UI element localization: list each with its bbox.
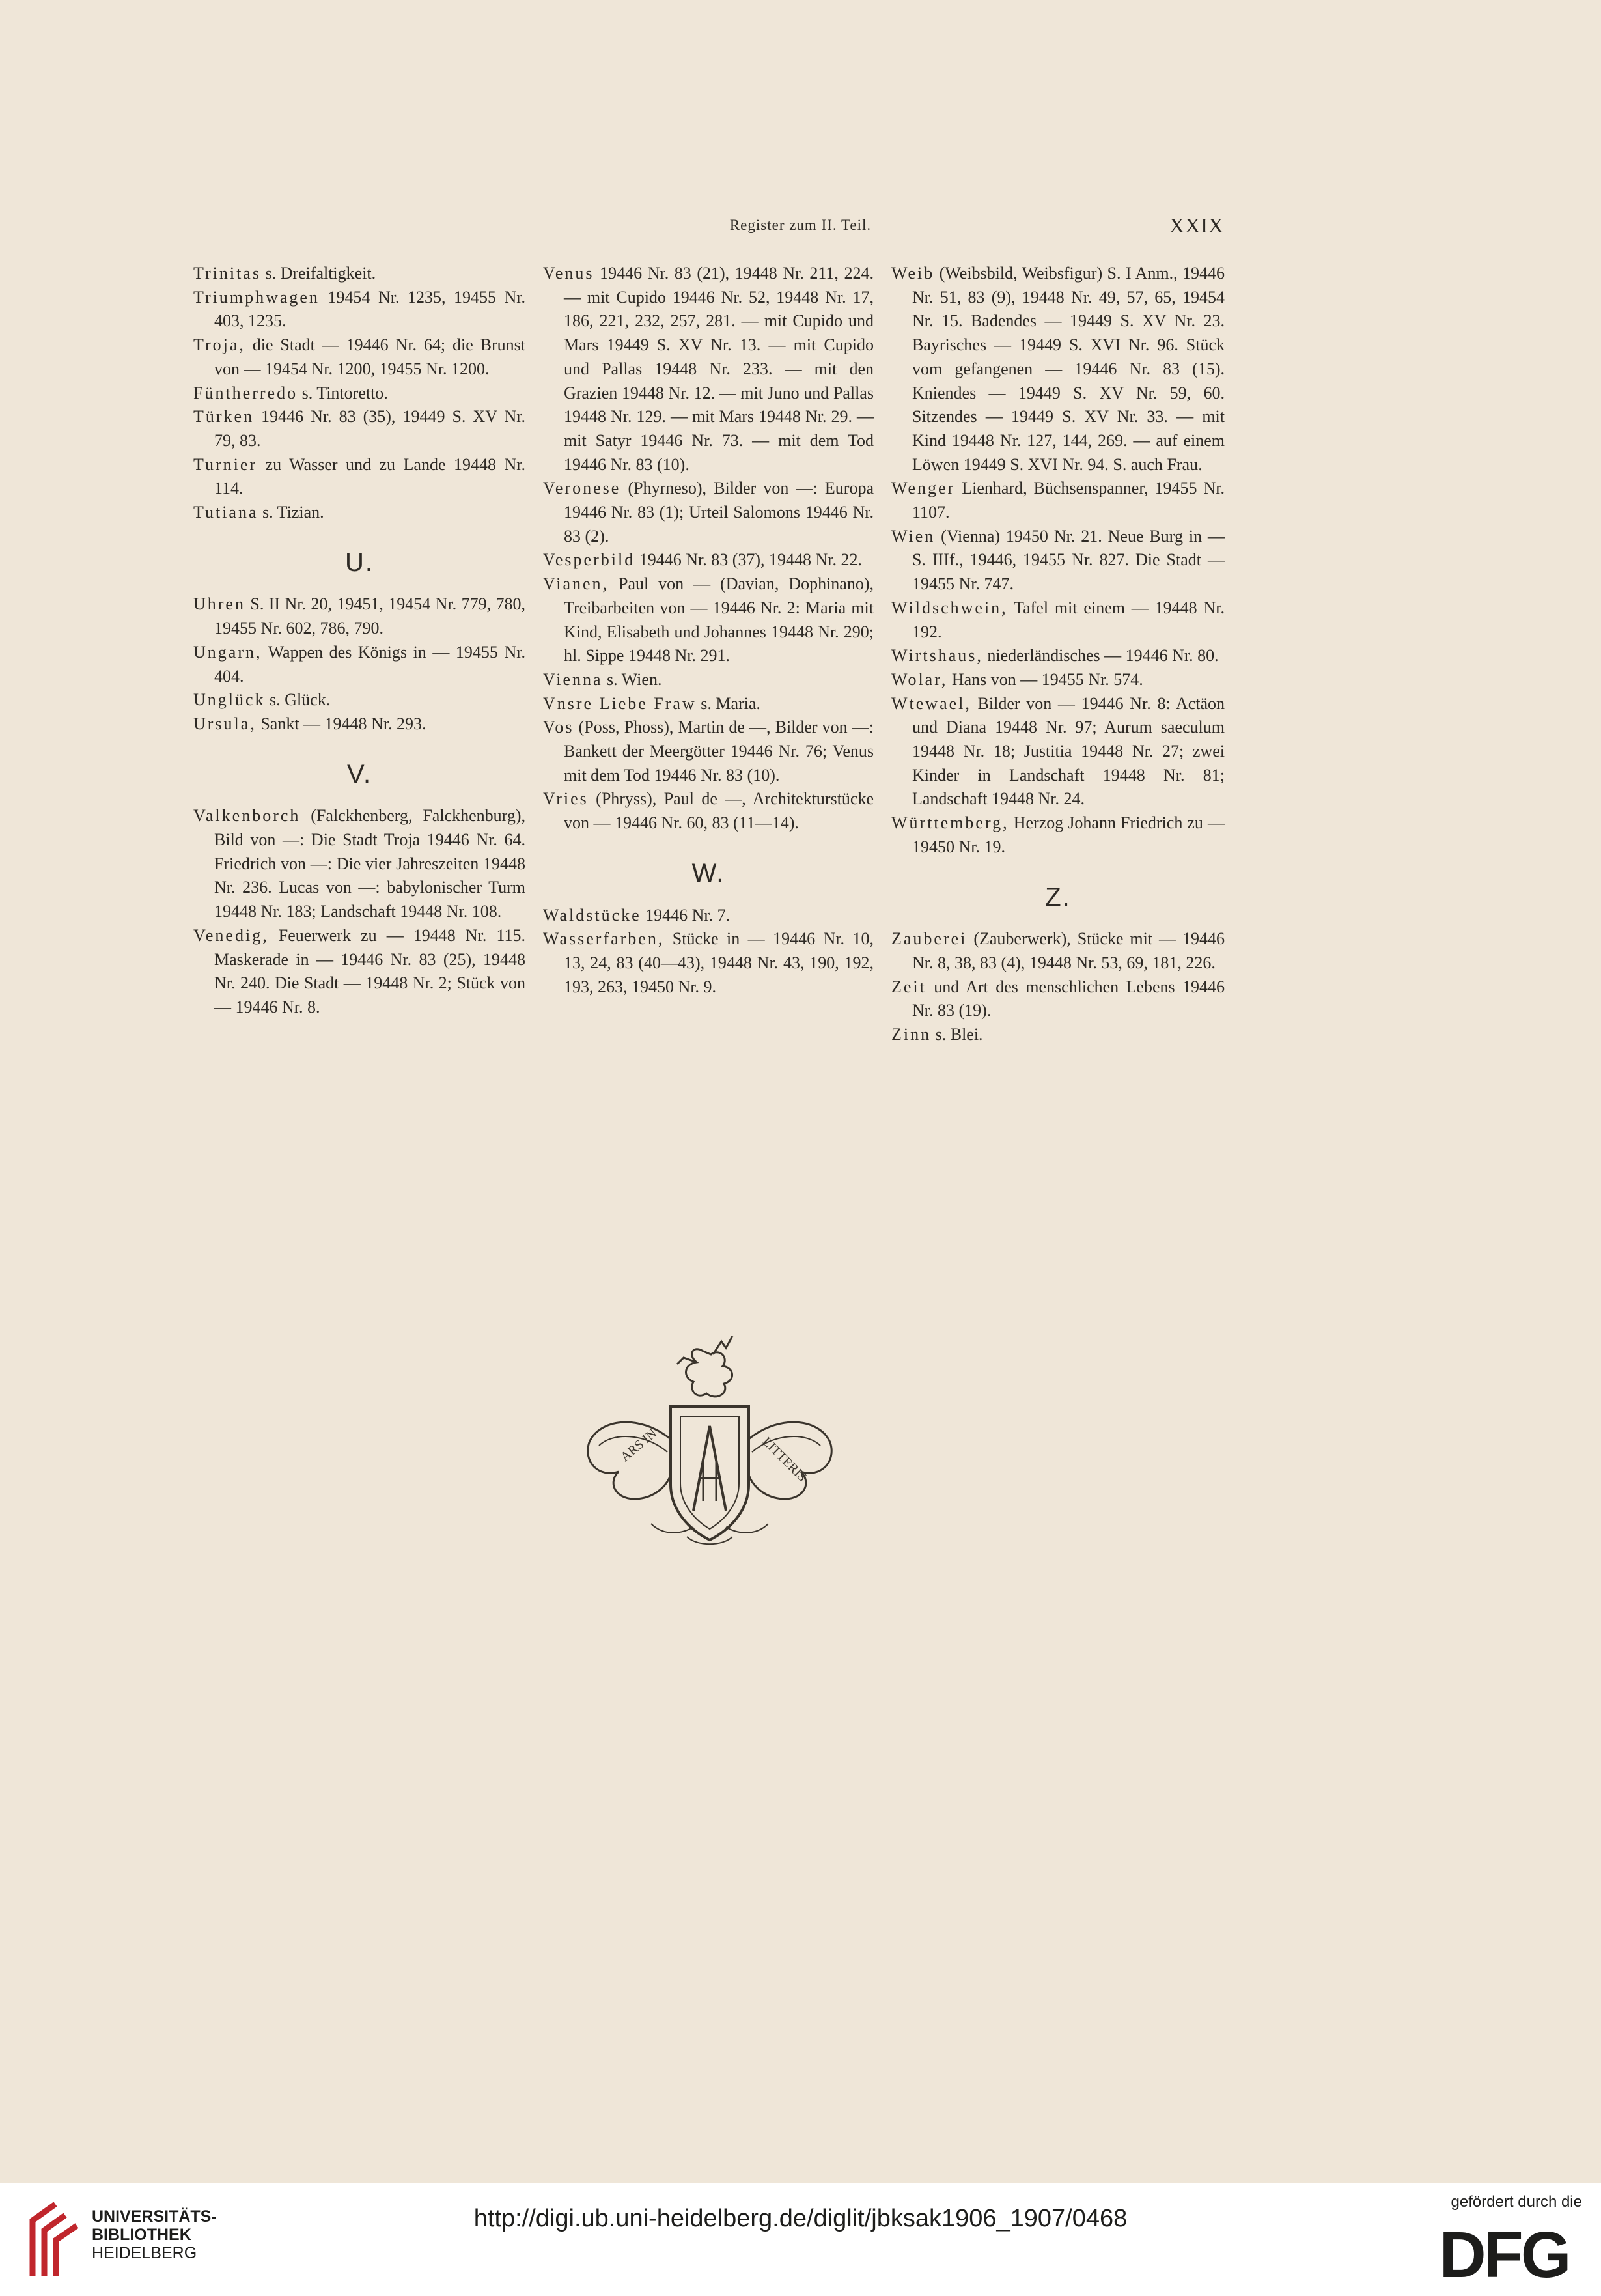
page-number: XXIX <box>1169 214 1224 237</box>
digitization-footer <box>0 2183 1601 2296</box>
register-entry <box>891 1023 1225 1047</box>
entry-headword: Zinn <box>891 1025 932 1044</box>
register-entry <box>543 927 874 999</box>
permalink[interactable]: http://digi.ub.uni-heidelberg.de/diglit/jbksak1906_1907/0468 <box>473 2205 1128 2232</box>
entry-headword: Vnsre Liebe Fraw <box>543 693 697 713</box>
entry-headword: Ungarn, <box>193 642 262 662</box>
register-entry <box>543 477 874 548</box>
register-entry <box>891 262 1225 477</box>
entry-text: (Weibsbild, Weibsfigur) S. I Anm., 19446 Nr. 51, 83 (9), 19448 Nr. 49, 57, 65, 19454 Nr. 15. Badendes — 19449 S. XV Nr. 23. Bayrisches — 19449 S. XVI Nr. 96. Stück vom gefangenen — 19446 Nr. 83 (15). Kniendes — 19449 S. XV Nr. 59, 60. Sitzendes — 19449 S. XV Nr. 33. — mit Kind 19448 Nr. 127, 144, 269. — auf einem Löwen 19449 S. XVI Nr. 94. S. auch Frau. <box>912 264 1225 474</box>
register-entry <box>543 716 874 787</box>
entry-headword: Württemberg, <box>891 813 1009 833</box>
entry-headword: Venedig, <box>193 925 269 945</box>
section-letter: U. <box>345 548 374 577</box>
entry-headword: Füntherredo <box>193 383 298 402</box>
register-entry <box>193 453 525 501</box>
register-entry <box>543 548 874 572</box>
entry-text: (Phyrneso), Bilder von —: Europa 19446 Nr. 83 (1); Urteil Salomons 19446 Nr. 83 (2). <box>564 479 874 546</box>
library-name-line-3: HEIDELBERG <box>92 2244 197 2262</box>
entry-headword: Triumphwagen <box>193 287 320 307</box>
entry-text: Lienhard, Büchsenspanner, 19455 Nr. 1107. <box>912 479 1225 522</box>
university-library-logo-icon <box>26 2194 82 2282</box>
library-name-line-1: UNIVERSITÄTS- <box>92 2207 217 2226</box>
emblem-banner-left: ARS IN <box>618 1426 660 1464</box>
entry-headword: Wolar, <box>891 669 948 689</box>
entry-text: Sankt — 19448 Nr. 293. <box>256 714 426 733</box>
register-entry <box>193 804 525 924</box>
entry-text: 19454 Nr. 1235, 19455 Nr. 403, 1235. <box>214 287 525 331</box>
section-letter: V. <box>346 759 372 789</box>
entry-text: Hans von — 19455 Nr. 574. <box>947 669 1143 689</box>
register-entry <box>543 904 874 928</box>
section-letter: W. <box>691 858 725 888</box>
running-header: Register zum II. Teil. <box>729 217 872 233</box>
dfg-logo-text: DFG <box>1439 2222 1569 2284</box>
register-entry <box>891 668 1225 692</box>
register-entry <box>891 596 1225 644</box>
entry-headword: Trinitas <box>193 264 261 283</box>
register-entry <box>891 644 1225 668</box>
publisher-emblem-icon <box>573 1328 846 1556</box>
entry-headword: Türken <box>193 407 255 427</box>
entry-text: niederländisches — 19446 Nr. 80. <box>982 646 1219 665</box>
entry-text: s. Tizian. <box>258 503 324 522</box>
entry-headword: Vries <box>543 789 589 809</box>
entry-headword: Turnier <box>193 455 258 474</box>
entry-headword: Weib <box>891 264 935 283</box>
register-entry <box>543 262 874 477</box>
entry-headword: Veronese <box>543 479 621 498</box>
entry-text: (Falckhenberg, Falckhenburg), Bild von —: Die Stadt Troja 19446 Nr. 64. Friedrich von —: Die vier Jahreszeiten 19448 Nr. 236. Lucas von —: babylonischer Turm 19448 Nr. 183; Landschaft 19448 Nr. 108. <box>214 806 525 921</box>
entry-text: Wappen des Königs in — 19455 Nr. 404. <box>214 642 525 686</box>
entry-headword: Wasserfarben, <box>543 929 665 949</box>
entry-text: Feuerwerk zu — 19448 Nr. 115. Maskerade in — 19446 Nr. 83 (25), 19448 Nr. 240. Die Stadt — 19448 Nr. 2; Stück von — 19446 Nr. 8. <box>214 925 525 1016</box>
entry-headword: Zeit <box>891 977 926 996</box>
register-entry <box>193 405 525 453</box>
entry-headword: Wtewael, <box>891 693 971 713</box>
register-entry <box>543 787 874 835</box>
register-entry <box>193 286 525 333</box>
entry-headword: Zauberei <box>891 929 968 949</box>
entry-text: 19446 Nr. 83 (37), 19448 Nr. 22. <box>635 550 863 570</box>
entry-headword: Unglück <box>193 690 266 710</box>
register-entry <box>543 572 874 668</box>
entry-headword: Vienna <box>543 669 603 689</box>
entry-headword: Tutiana <box>193 503 258 522</box>
register-entry <box>891 525 1225 596</box>
register-entry <box>891 811 1225 859</box>
entry-text: (Phryss), Paul de —, Architekturstücke von — 19446 Nr. 60, 83 (11—14). <box>564 789 874 833</box>
entry-headword: Vos <box>543 718 574 737</box>
entry-text: Tafel mit einem — 19448 Nr. 192. <box>912 598 1225 641</box>
entry-text: s. Glück. <box>265 690 331 710</box>
entry-text: s. Maria. <box>696 693 760 713</box>
register-entry <box>543 668 874 692</box>
entry-headword: Wirtshaus, <box>891 646 983 665</box>
entry-text: Bilder von — 19446 Nr. 8: Actäon und Diana 19448 Nr. 97; Aurum saeculum 19448 Nr. 18; Justitia 19448 Nr. 27; zwei Kinder in Landschaft 19448 Nr. 81; Landschaft 19448 Nr. 24. <box>912 693 1225 809</box>
entry-text: (Poss, Phoss), Martin de —, Bilder von —: Bankett der Meergötter 19446 Nr. 76; Venus mit dem Tod 19446 Nr. 83 (10). <box>564 718 874 785</box>
entry-text: zu Wasser und zu Lande 19448 Nr. 114. <box>214 455 525 498</box>
register-entry <box>193 593 525 640</box>
register-column-2 <box>543 262 874 999</box>
entry-headword: Vianen, <box>543 574 609 594</box>
university-library-name <box>92 2207 217 2262</box>
section-letter: Z. <box>1045 882 1071 912</box>
entry-headword: Troja, <box>193 335 245 355</box>
register-entry <box>891 477 1225 524</box>
register-entry <box>193 382 525 406</box>
entry-text: s. Wien. <box>602 669 662 689</box>
entry-text: s. Blei. <box>931 1025 983 1044</box>
register-entry <box>193 641 525 688</box>
entry-text: 19446 Nr. 83 (35), 19449 S. XV Nr. 79, 83. <box>214 407 525 450</box>
register-column-1 <box>193 262 525 1020</box>
entry-headword: Vesperbild <box>543 550 635 570</box>
entry-text: 19446 Nr. 83 (21), 19448 Nr. 211, 224. — mit Cupido 19446 Nr. 52, 19448 Nr. 17, 186, 221, 232, 257, 281. — mit Cupido und Mars 19449 S. XV Nr. 13. — mit Cupido und Pallas 19448 Nr. 233. — mit den Grazien 19448 Nr. 12. — mit Juno und Pallas 19448 Nr. 129. — mit Mars 19448 Nr. 29. — mit Satyr 19446 Nr. 73. — mit dem Tod 19446 Nr. 83 (10). <box>564 264 874 474</box>
entry-text: Herzog Johann Friedrich zu — 19450 Nr. 19. <box>912 813 1225 856</box>
entry-text: (Zauberwerk), Stücke mit — 19446 Nr. 8, 38, 83 (4), 19448 Nr. 53, 69, 181, 226. <box>912 929 1225 972</box>
entry-text: (Vienna) 19450 Nr. 21. Neue Burg in — S. IIIf., 19446, 19455 Nr. 827. Die Stadt — 19455 Nr. 747. <box>912 526 1225 594</box>
register-entry <box>891 692 1225 812</box>
dfg-logo-icon <box>1426 2222 1582 2284</box>
register-entry <box>543 692 874 716</box>
register-entry <box>891 927 1225 975</box>
entry-headword: Valkenborch <box>193 806 301 826</box>
entry-text: s. Dreifaltigkeit. <box>260 264 376 283</box>
entry-text: S. II Nr. 20, 19451, 19454 Nr. 779, 780, 19455 Nr. 602, 786, 790. <box>214 595 525 638</box>
register-entry <box>193 333 525 381</box>
register-entry <box>193 688 525 712</box>
register-entry <box>891 975 1225 1023</box>
funding-caption: gefördert durch die <box>1451 2193 1582 2211</box>
register-entry <box>193 924 525 1020</box>
emblem-banner-right: LITTERIS <box>759 1434 810 1485</box>
register-column-3 <box>891 262 1225 1047</box>
entry-headword: Wien <box>891 526 936 546</box>
entry-text: Stücke in — 19446 Nr. 10, 13, 24, 83 (40—43), 19448 Nr. 43, 190, 192, 193, 263, 19450 Nr. 9. <box>564 929 874 996</box>
entry-text: und Art des menschlichen Lebens 19446 Nr. 83 (19). <box>912 977 1225 1020</box>
entry-headword: Venus <box>543 264 594 283</box>
entry-headword: Wildschwein, <box>891 598 1008 617</box>
entry-headword: Waldstücke <box>543 905 641 925</box>
entry-text: Paul von — (Davian, Dophinano), Treibarbeiten von — 19446 Nr. 2: Maria mit Kind, Elisabeth und Johannes 19448 Nr. 290; hl. Sippe 19448 Nr. 291. <box>564 574 874 665</box>
register-entry <box>193 712 525 736</box>
entry-text: s. Tintoretto. <box>298 383 388 402</box>
entry-headword: Wenger <box>891 479 956 498</box>
register-entry <box>193 262 525 286</box>
entry-headword: Ursula, <box>193 714 257 733</box>
library-name-line-2: BIBLIOTHEK <box>92 2226 191 2244</box>
register-entry <box>193 501 525 525</box>
entry-text: die Stadt — 19446 Nr. 64; die Brunst von — 19454 Nr. 1200, 19455 Nr. 1200. <box>214 335 525 378</box>
entry-text: 19446 Nr. 7. <box>641 905 731 925</box>
entry-headword: Uhren <box>193 595 245 614</box>
